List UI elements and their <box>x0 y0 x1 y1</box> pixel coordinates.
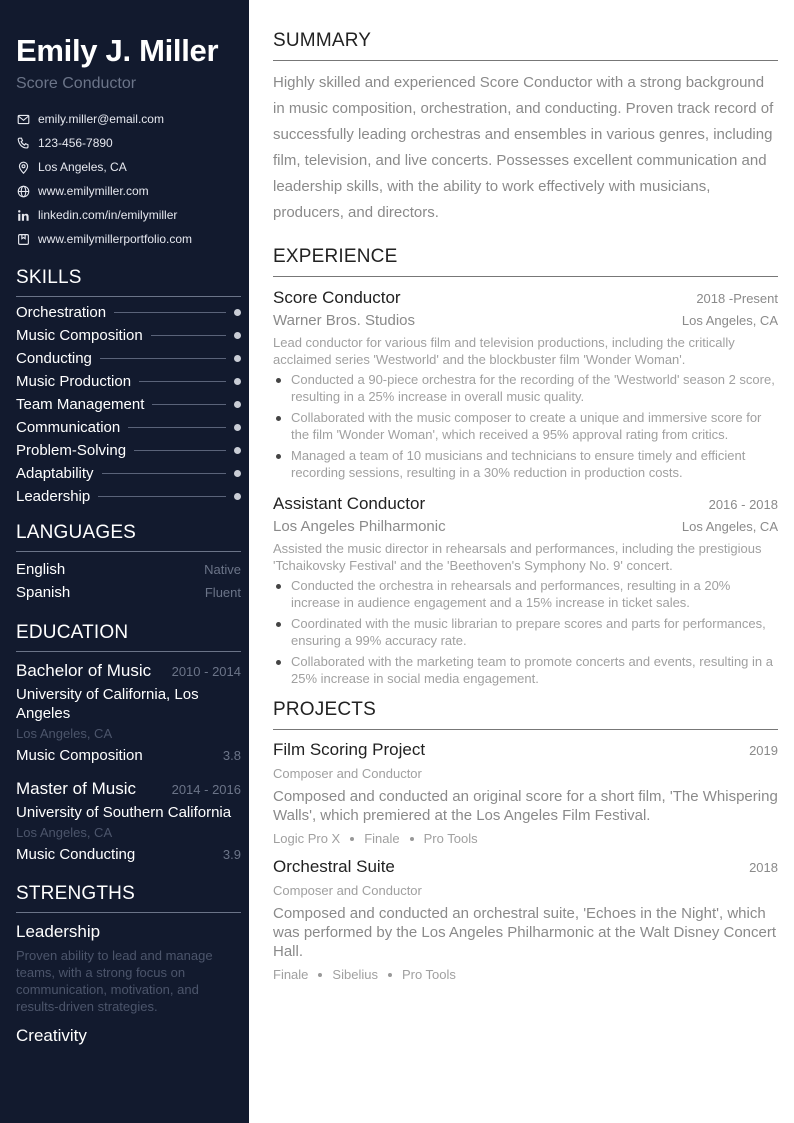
project-description: Composed and conducted an orchestral suite, 'Echoes in the Night', which was performed by the Los Angeles Philharmonic at the Walt Disney Concert Hall. <box>273 905 777 960</box>
skill-label: Problem-Solving <box>16 442 127 459</box>
tool-tag: Finale <box>273 967 309 982</box>
strengths-heading: STRENGTHS <box>16 883 241 913</box>
contact-email[interactable] <box>16 107 241 131</box>
skill-item <box>16 439 241 462</box>
project-title: Film Scoring Project <box>273 740 426 759</box>
skill-dot <box>234 309 241 316</box>
education-item <box>16 778 241 865</box>
bullet-item: Conducted the orchestra in rehearsals and performances, resulting in a 20% increase in audience engagement and a 15% increase in ticket sales. <box>273 577 778 611</box>
contact-text: linkedin.com/in/emilymiller <box>38 208 178 222</box>
strength-title: Leadership <box>16 922 101 941</box>
skill-label: Orchestration <box>16 304 107 321</box>
tool-tag: Finale <box>364 831 400 846</box>
strength-desc: Proven ability to lead and manage teams, with a strong focus on communication, motivation, and results-driven strategies. <box>16 948 213 1014</box>
skill-dot <box>234 493 241 500</box>
contact-phone[interactable] <box>16 131 241 155</box>
project-year: 2019 <box>749 743 778 758</box>
education-dates: 2014 - 2016 <box>171 782 241 797</box>
skill-divider <box>139 381 226 382</box>
skill-label: Communication <box>16 419 121 436</box>
gpa: 3.8 <box>222 748 241 763</box>
school: University of California, Los Angeles <box>16 686 199 722</box>
skill-divider <box>128 427 226 428</box>
skill-divider <box>134 450 226 451</box>
education-dates: 2010 - 2014 <box>171 664 241 679</box>
job-company: Warner Bros. Studios <box>273 312 415 329</box>
strength-item <box>16 921 241 1015</box>
education-list <box>16 660 241 865</box>
skill-item <box>16 485 241 508</box>
language-item <box>16 581 241 604</box>
job-company: Los Angeles Philharmonic <box>273 518 446 535</box>
tool-separator <box>350 837 354 841</box>
contact-text: 123-456-7890 <box>38 136 113 150</box>
skills-heading: SKILLS <box>16 267 241 297</box>
tool-tag: Sibelius <box>332 967 378 982</box>
profile-name: Emily J. Miller <box>16 33 219 68</box>
languages-heading: LANGUAGES <box>16 522 241 552</box>
education-location: Los Angeles, CA <box>16 726 113 741</box>
skill-divider <box>151 335 226 336</box>
skill-item <box>16 347 241 370</box>
skill-divider <box>114 312 226 313</box>
skill-dot <box>234 470 241 477</box>
skill-divider <box>100 358 226 359</box>
degree: Master of Music <box>16 779 136 798</box>
language-name: English <box>16 561 66 578</box>
bullet-item: Managed a team of 10 musicians and technicians to ensure timely and efficient recording sessions, resulting in a 30% reduction in production costs. <box>273 447 778 481</box>
tool-separator <box>410 837 414 841</box>
language-level: Fluent <box>204 585 241 600</box>
skill-divider <box>152 404 226 405</box>
experience-item <box>273 493 778 687</box>
skill-label: Conducting <box>16 350 92 367</box>
degree: Bachelor of Music <box>16 661 152 680</box>
language-level: Native <box>204 562 241 577</box>
skill-dot <box>234 332 241 339</box>
job-dates: 2016 - 2018 <box>708 497 778 512</box>
tool-tag: Logic Pro X <box>273 831 341 846</box>
phone-icon <box>16 136 30 150</box>
strengths-list <box>16 921 241 1047</box>
skill-dot <box>234 378 241 385</box>
tool-tag: Pro Tools <box>423 831 478 846</box>
skill-item <box>16 370 241 393</box>
skill-label: Music Production <box>16 373 132 390</box>
main-content <box>249 0 794 1123</box>
skill-dot <box>234 355 241 362</box>
project-tools <box>273 830 778 847</box>
school: University of Southern California <box>16 804 232 821</box>
skill-dot <box>234 401 241 408</box>
contact-text: emily.miller@email.com <box>38 112 164 126</box>
contact-list <box>16 107 241 251</box>
job-location: Los Angeles, CA <box>681 313 778 328</box>
projects-heading: PROJECTS <box>273 699 778 730</box>
job-location: Los Angeles, CA <box>681 519 778 534</box>
project-role: Composer and Conductor <box>273 883 422 898</box>
skill-divider <box>102 473 226 474</box>
bullet-item: Collaborated with the music composer to create a unique and immersive score for the film 'Wonder Woman', which received a 95% approval rating from critics. <box>273 409 778 443</box>
job-title: Score Conductor <box>273 288 401 307</box>
skill-dot <box>234 424 241 431</box>
location-pin-icon <box>16 160 30 174</box>
skill-label: Music Composition <box>16 327 143 344</box>
skills-list <box>16 301 241 508</box>
contact-location <box>16 155 241 179</box>
portfolio-icon <box>16 232 30 246</box>
tool-separator <box>388 973 392 977</box>
job-bullets <box>273 371 778 481</box>
skill-item <box>16 324 241 347</box>
contact-text: www.emilymiller.com <box>38 184 149 198</box>
project-tools <box>273 966 778 983</box>
project-description: Composed and conducted an original score for a short film, 'The Whispering Walls', which premiered at the Los Angeles Film Festival. <box>273 788 778 824</box>
tool-tag: Pro Tools <box>401 967 456 982</box>
job-description: Assisted the music director in rehearsals and performances, including the prestigious 'Tchaikovsky Festival' and the 'Beethoven's Symphony No. 9' concert. <box>273 541 762 573</box>
job-description: Lead conductor for various film and television productions, including the critically acclaimed series 'Westworld' and the blockbuster film 'Wonder Woman'. <box>273 335 735 367</box>
project-role: Composer and Conductor <box>273 766 422 781</box>
language-item <box>16 558 241 581</box>
contact-portfolio[interactable] <box>16 227 241 251</box>
email-icon <box>16 112 30 126</box>
skill-label: Leadership <box>16 488 91 505</box>
project-item <box>273 856 778 983</box>
contact-text: www.emilymillerportfolio.com <box>38 232 193 246</box>
project-year: 2018 <box>749 860 778 875</box>
skill-divider <box>98 496 226 497</box>
skill-item <box>16 462 241 485</box>
experience-heading: EXPERIENCE <box>273 246 778 277</box>
experience-item <box>273 287 778 481</box>
education-location: Los Angeles, CA <box>16 825 113 840</box>
bullet-item: Collaborated with the marketing team to promote concerts and events, resulting in a 25% increase in social media engagement. <box>273 653 778 687</box>
profile-role: Score Conductor <box>16 75 137 92</box>
education-item <box>16 660 241 766</box>
contact-linkedin[interactable] <box>16 203 241 227</box>
summary-text: Highly skilled and experienced Score Conductor with a strong background in music composition, orchestration, and conducting. Proven track record of successfully leading orchestras and ensembles in various genres, including film, television, and live concerts. Possesses excellent communication and leadership skills, with the ability to work effectively with musicians, producers, and directors. <box>273 74 774 221</box>
skill-label: Adaptability <box>16 465 94 482</box>
education-heading: EDUCATION <box>16 622 241 652</box>
contact-website[interactable] <box>16 179 241 203</box>
project-item <box>273 739 778 847</box>
sidebar <box>0 0 249 1123</box>
skill-item <box>16 301 241 324</box>
tool-separator <box>318 973 322 977</box>
summary-heading: SUMMARY <box>273 30 778 61</box>
job-dates: 2018 -Present <box>696 291 778 306</box>
skill-item <box>16 416 241 439</box>
linkedin-icon <box>16 208 30 222</box>
strength-item <box>16 1025 241 1047</box>
bullet-item: Conducted a 90-piece orchestra for the recording of the 'Westworld' season 2 score, resulting in a 25% increase in overall music quality. <box>273 371 778 405</box>
strength-title: Creativity <box>16 1026 87 1045</box>
job-title: Assistant Conductor <box>273 494 426 513</box>
bullet-item: Coordinated with the music librarian to prepare scores and parts for performances, ensuring a 99% accuracy rate. <box>273 615 778 649</box>
globe-icon <box>16 184 30 198</box>
field-of-study: Music Conducting <box>16 846 136 863</box>
gpa: 3.9 <box>222 847 241 862</box>
languages-list <box>16 558 241 604</box>
language-name: Spanish <box>16 584 71 601</box>
job-bullets <box>273 577 778 687</box>
skill-dot <box>234 447 241 454</box>
field-of-study: Music Composition <box>16 747 143 764</box>
contact-text: Los Angeles, CA <box>38 160 127 174</box>
skill-item <box>16 393 241 416</box>
project-title: Orchestral Suite <box>273 857 395 876</box>
skill-label: Team Management <box>16 396 145 413</box>
